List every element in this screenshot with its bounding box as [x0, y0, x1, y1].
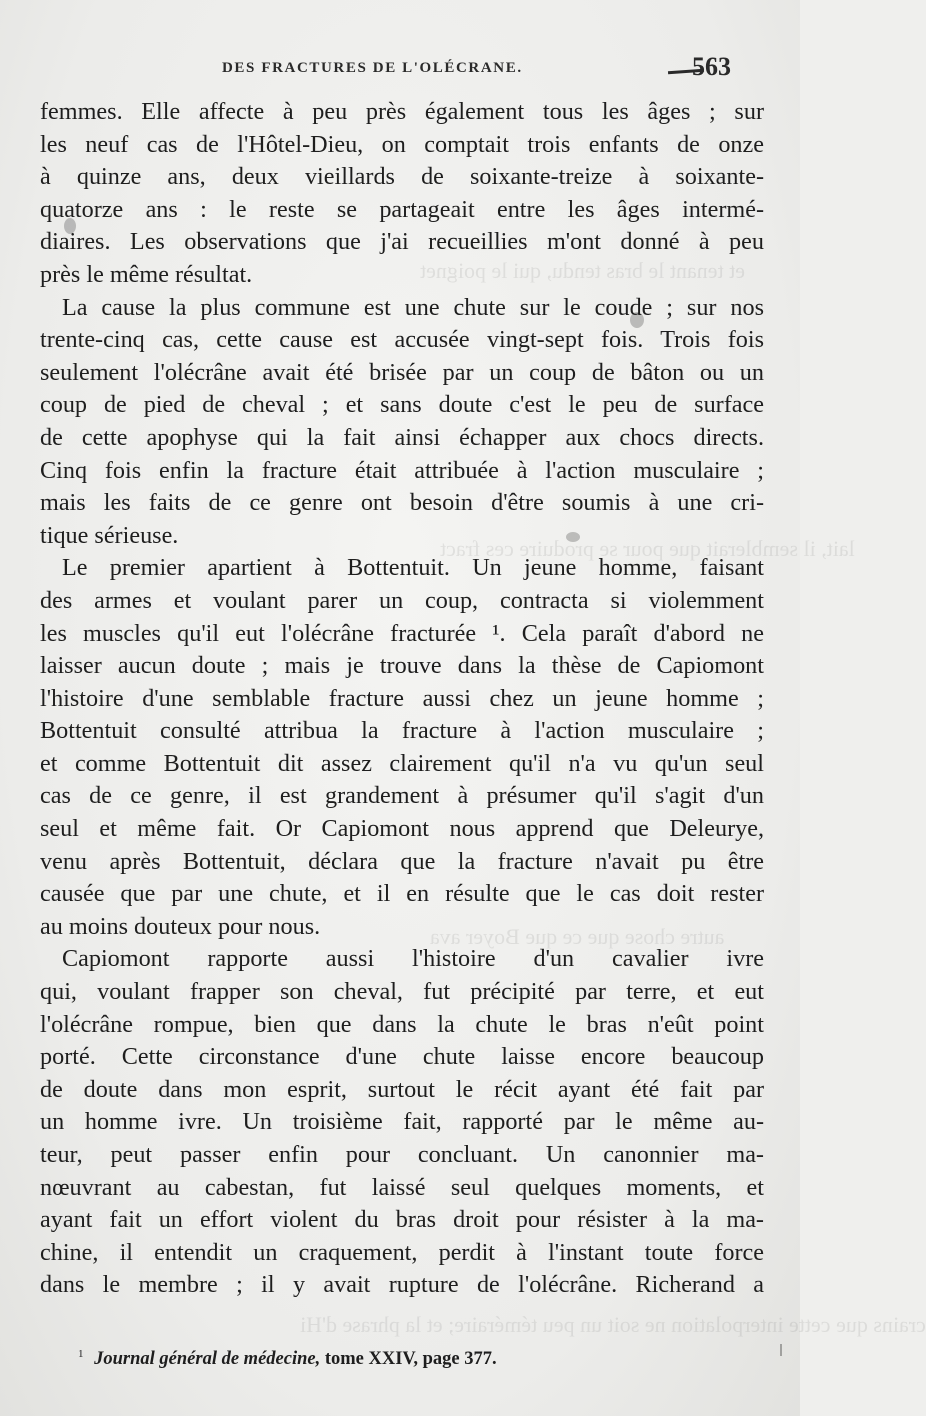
text-line: de doute dans mon esprit, surtout le récit ayant été fait par — [40, 1075, 764, 1103]
text-line: Capiomont rapporte aussi l'histoire d'un cavalier ivre — [62, 945, 764, 973]
text-line: les muscles qu'il eut l'olécrâne fracturée ¹. Cela paraît d'abord ne — [40, 619, 764, 647]
text-line: un homme ivre. Un troisième fait, rapporté par le même au- — [40, 1108, 764, 1136]
text-line: cas de ce genre, il est grandement à présumer qu'il s'agit d'un — [40, 782, 764, 810]
text-line: chine, il entendit un craquement, perdit à l'instant toute force — [40, 1238, 764, 1266]
footnote-reference: tome XXIV, page 377. — [324, 1349, 497, 1370]
footnote-marker: 1 — [78, 1348, 84, 1360]
footnote — [78, 1348, 497, 1370]
running-title: DES FRACTURES DE L'OLÉCRANE. — [222, 60, 523, 76]
text-line: Le premier apartient à Bottentuit. Un jeune homme, faisant — [62, 554, 764, 582]
text-line: venu après Bottentuit, déclara que la fracture n'avait pu être — [40, 847, 764, 875]
body-text — [40, 96, 764, 1302]
text-line: tique sérieuse. — [40, 521, 179, 549]
text-line: trente-cinq cas, cette cause est accusée vingt-sept fois. Trois fois — [40, 326, 764, 354]
text-line: quatorze ans : le reste se partageait entre les âges intermé- — [40, 195, 764, 223]
text-line: seulement l'olécrâne avait été brisée par un coup de bâton ou un — [40, 358, 764, 386]
text-line: qui, voulant frapper son cheval, fut précipité par terre, et eut — [40, 978, 764, 1006]
text-line: au moins douteux pour nous. — [40, 912, 321, 940]
text-line: mais les faits de ce genre ont besoin d'être soumis à une cri- — [40, 489, 764, 517]
bleed-through-text: lait, il semblerait que pour se produire ces fract — [440, 536, 855, 561]
text-line: diaires. Les observations que j'ai recueillies m'ont donné à peu — [40, 228, 764, 256]
text-line: nœuvrant au cabestan, fut laissé seul quelques moments, et — [40, 1173, 764, 1201]
text-line: les neuf cas de l'Hôtel-Dieu, on comptait trois enfants de onze — [40, 130, 764, 158]
text-line: causée que par une chute, et il en résulte que le cas doit rester — [40, 880, 764, 908]
text-line: des armes et voulant parer un coup, contracta si violemment — [40, 586, 764, 614]
footnote-journal: Journal général de médecine, — [94, 1349, 321, 1370]
text-line: dans le membre ; il y avait rupture de l'olécrâne. Richerand a — [40, 1271, 764, 1299]
paragraph — [40, 292, 764, 553]
text-line: La cause la plus commune est une chute sur le coude ; sur nos — [62, 293, 764, 321]
text-line: Bottentuit consulté attribua la fracture à l'action musculaire ; — [40, 717, 764, 745]
text-line: femmes. Elle affecte à peu près également tous les âges ; sur — [40, 98, 764, 125]
bleed-through-text: autre chose que ce que Boyer ava — [430, 924, 725, 949]
text-line: à quinze ans, deux vieillards de soixante-treize à soixante- — [40, 163, 764, 191]
text-line: teur, peut passer enfin pour concluant. Un canonnier ma- — [40, 1141, 764, 1168]
page-number: 563 — [692, 52, 731, 81]
text-line: et comme Bottentuit dit assez clairement qu'il n'a vu qu'un seul — [40, 749, 764, 777]
text-line: ayant fait un effort violent du bras droit pour résister à la ma- — [40, 1206, 764, 1234]
text-line: près le même résultat. — [40, 260, 253, 288]
text-line: de cette apophyse qui la fait ainsi échapper aux chocs directs. — [40, 423, 764, 451]
page-header — [0, 52, 800, 82]
text-line: laisser aucun doute ; mais je trouve dans la thèse de Capiomont — [40, 652, 764, 680]
page-edge-mark — [780, 1344, 782, 1356]
text-line: porté. Cette circonstance d'une chute laisse encore beaucoup — [40, 1043, 764, 1071]
text-line: coup de pied de cheval ; et sans doute c'est le peu de surface — [40, 391, 764, 419]
text-line: Cinq fois enfin la fracture était attribuée à l'action musculaire ; — [40, 456, 764, 484]
text-line: l'olécrâne rompue, bien que dans la chute le bras n'eût point — [40, 1010, 764, 1038]
paragraph — [40, 943, 764, 1302]
bleed-through-text: et tenant le bras tendu, qui le poignet — [420, 258, 746, 283]
text-line: l'histoire d'une semblable fracture aussi chez un jeune homme ; — [40, 684, 764, 712]
paragraph — [40, 552, 764, 943]
text-line: seul et même fait. Or Capiomont nous apprend que Deleurye, — [40, 815, 764, 843]
paragraph — [40, 96, 764, 292]
bleed-through-text: crains que cette interpolation ne soit un peu téméraire; et la phrase d'Hi — [300, 1312, 926, 1337]
